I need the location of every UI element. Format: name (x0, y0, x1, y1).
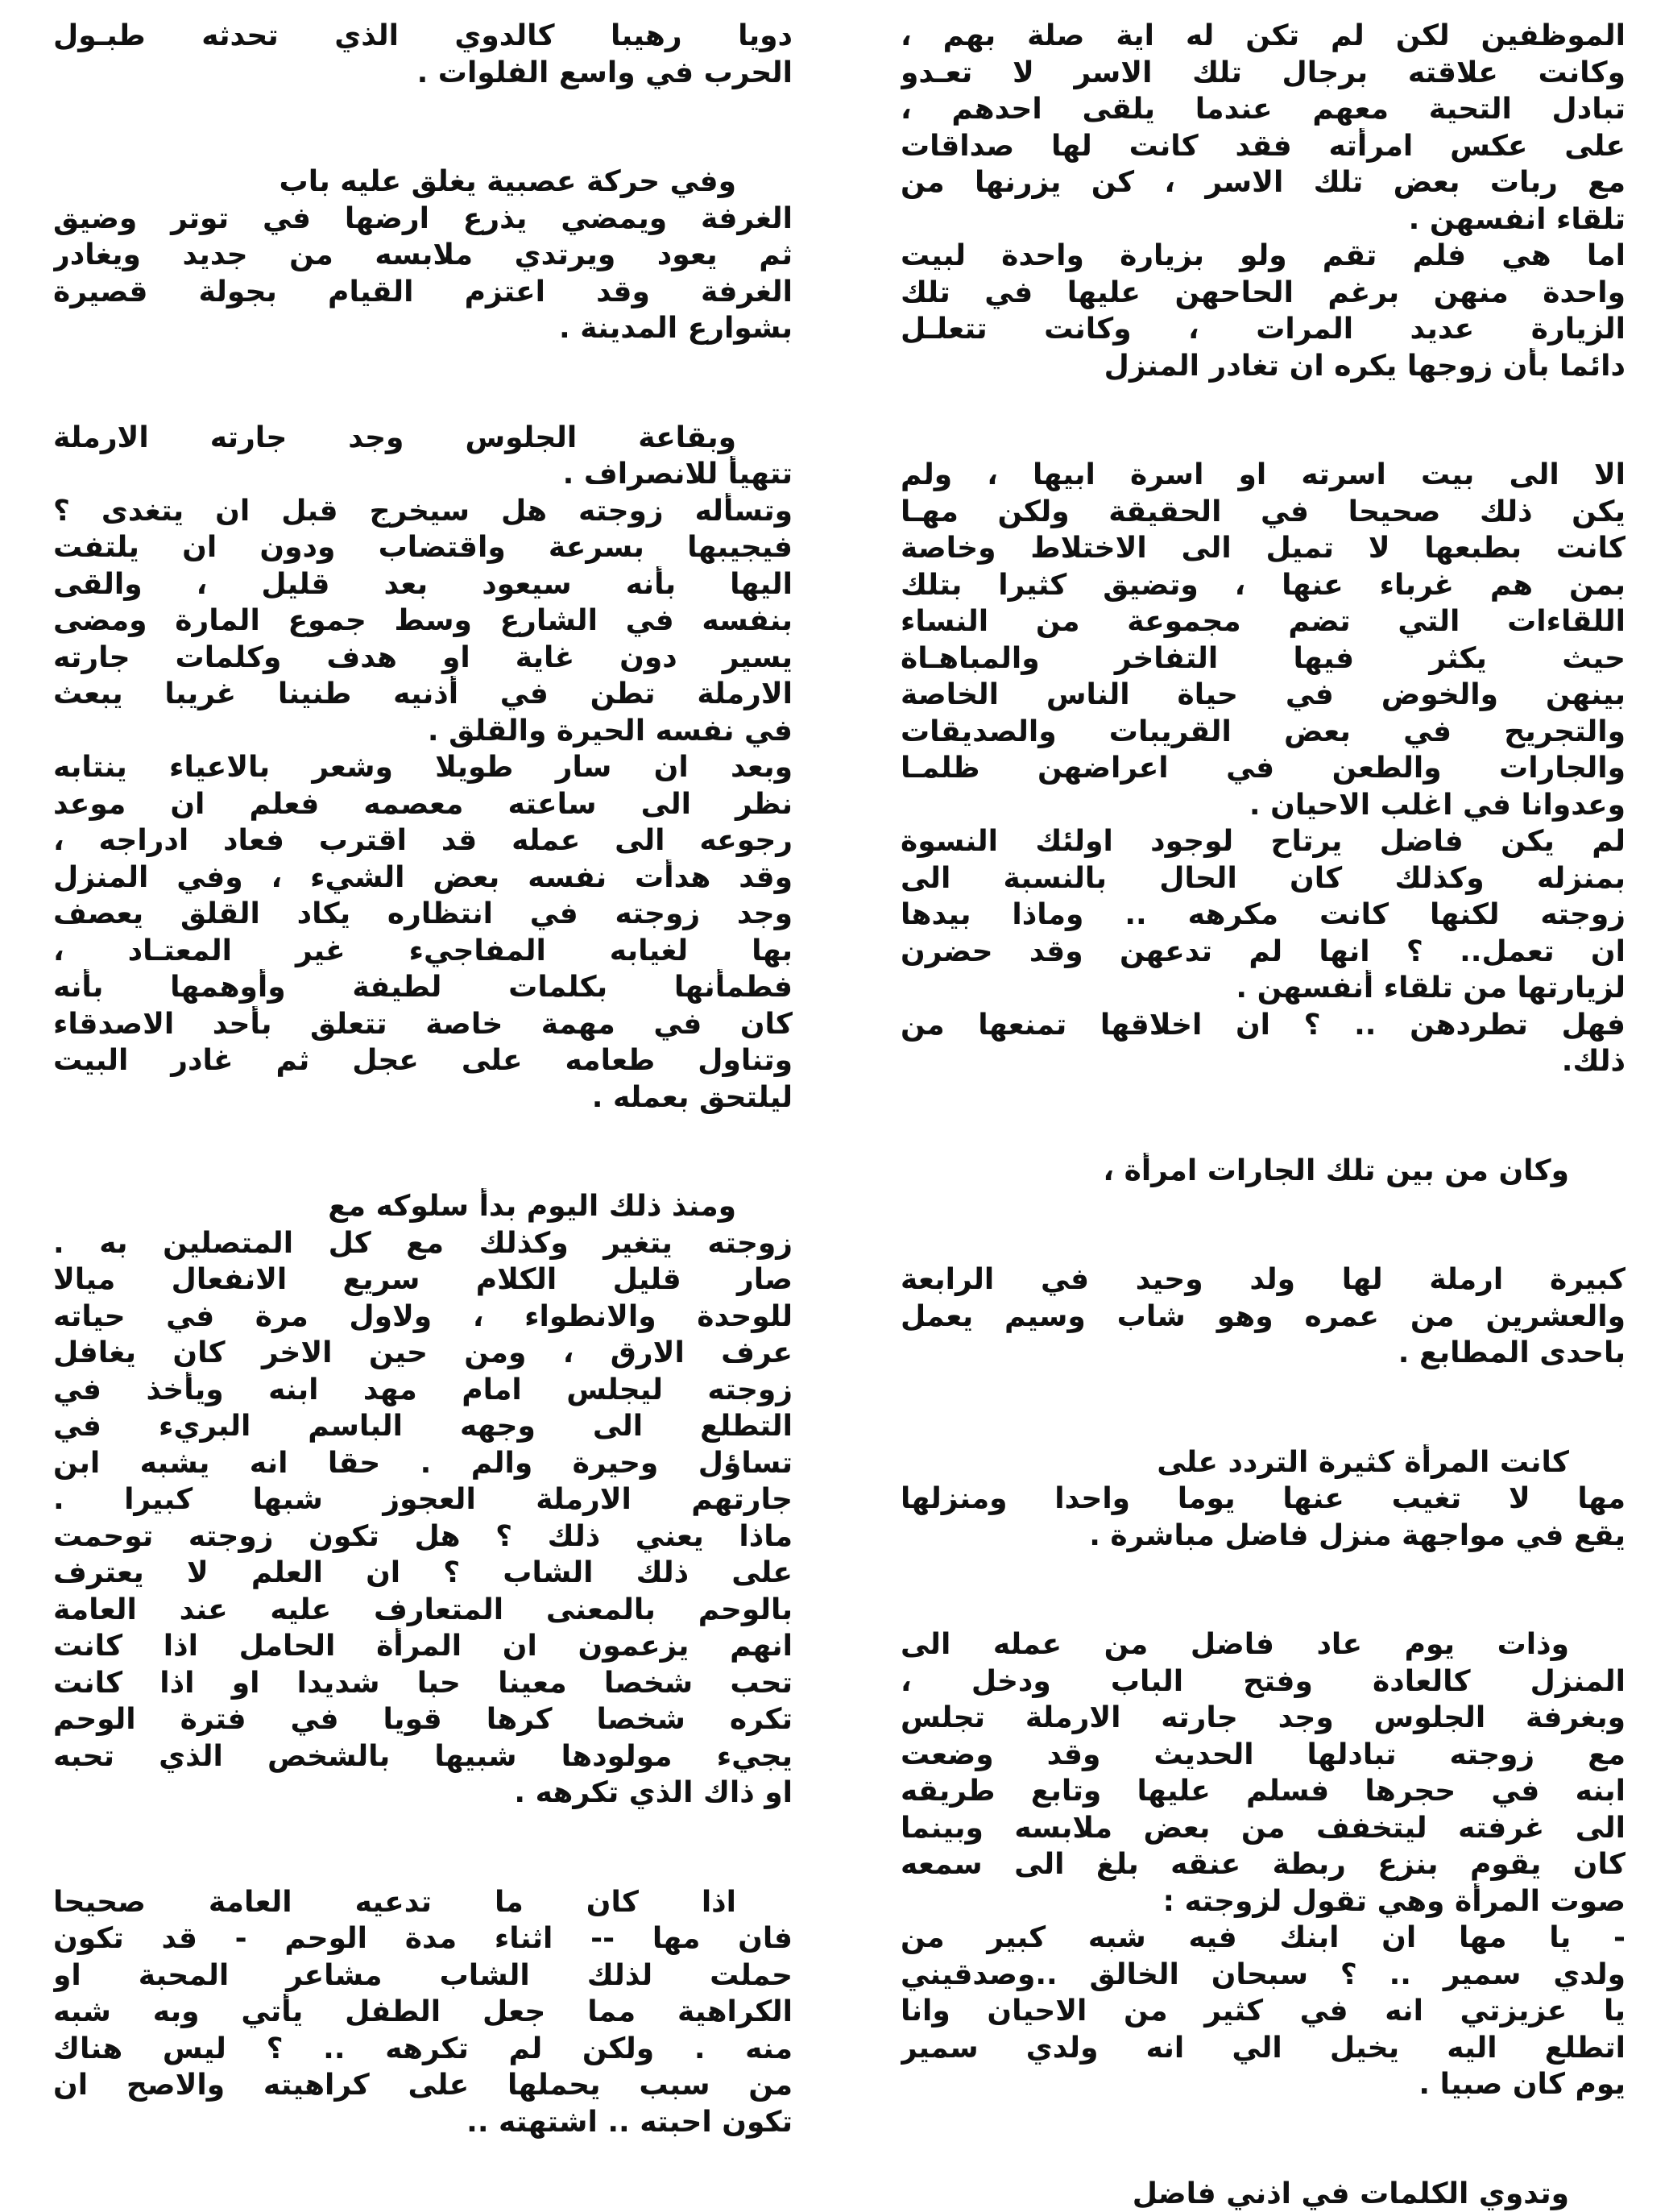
text-line: وعدوانا في اغلب الاحيان . (901, 787, 1626, 824)
text-line: وتدوي الكلمات في اذني فاضل (901, 2176, 1626, 2212)
text-line: زوجته ليجلس امام مهد ابنه ويأخذ في (53, 1372, 793, 1409)
text-line: ان تعمل.. ؟ انها لم تدعهن وقد حضرن (901, 934, 1626, 971)
text-line: وكانت علاقته برجال تلك الاسر لا تعـدو (901, 55, 1626, 92)
paragraph-break (53, 347, 793, 420)
text-line: ليلتحق بعمله . (53, 1079, 793, 1116)
text-line: وبغرفة الجلوس وجد جارته الارملة تجلس (901, 1700, 1626, 1737)
text-line: وفي حركة عصبية يغلق عليه باب (53, 164, 793, 201)
text-line: في نفسه الحيرة والقلق . (53, 713, 793, 750)
text-line: انهم يزعمون ان المرأة الحامل اذا كانت (53, 1628, 793, 1665)
text-line: وذات يوم عاد فاضل من عمله الى (901, 1626, 1626, 1663)
text-line: كانت المرأة كثيرة التردد على (901, 1444, 1626, 1481)
paragraph-break (901, 1080, 1626, 1153)
text-line: فهل تطردهن .. ؟ ان اخلاقها تمنعها من (901, 1007, 1626, 1044)
text-line: تبادل التحية معهم عندما يلقى احدهم ، (901, 91, 1626, 128)
text-line: فان مها -- اثناء مدة الوحم - قد تكون (53, 1920, 793, 1957)
text-line: وجد زوجته في انتظاره يكاد القلق يعصف (53, 896, 793, 933)
text-line: يكن ذلك صحيحا في الحقيقة ولكن مهـا (901, 494, 1626, 531)
text-line: والجارات والطعن في اعراضهن ظلمـا (901, 750, 1626, 787)
text-line: اتطلع اليه يخيل الي انه ولدي سمير (901, 2030, 1626, 2067)
text-line: باحدى المطابع . (901, 1335, 1626, 1372)
text-line: ذلك. (901, 1043, 1626, 1080)
paragraph-break (53, 91, 793, 164)
text-line: ومنذ ذلك اليوم بدأ سلوكه مع (53, 1188, 793, 1225)
text-line: رجوعه الى عمله قد اقترب فعاد ادراجه ، (53, 822, 793, 860)
text-line: اليها بأنه سيعود بعد قليل ، والقى (53, 566, 793, 603)
text-line: فطمأنها بكلمات لطيفة وأوهمها بأنه (53, 969, 793, 1006)
text-line: دائما بأن زوجها يكره ان تغادر المنزل (901, 348, 1626, 385)
text-line: على ذلك الشاب ؟ ان العلم لا يعترف (53, 1555, 793, 1592)
text-line: دويا رهيبا كالدوي الذي تحدثه طبـول (53, 18, 793, 55)
text-line: حيث يكثر فيها التفاخر والمباهـاة (901, 640, 1626, 677)
text-column-right (901, 18, 1626, 2212)
text-line: جارتهم الارملة العجوز شبها كبيرا . (53, 1481, 793, 1518)
text-line: تكره شخصا كرها قويا في فترة الوحم (53, 1701, 793, 1738)
text-line: تتهيأ للانصراف . (53, 456, 793, 493)
text-line: الى غرفته ليتخفف من بعض ملابسه وبينما (901, 1810, 1626, 1847)
text-line: لزيارتها من تلقاء أنفسهن . (901, 970, 1626, 1007)
text-line: كان يقوم بنزع ربطة عنقه بلغ الى سمعه (901, 1846, 1626, 1883)
text-line: بمن هم غرباء عنها ، وتضيق كثيرا بتلك (901, 567, 1626, 604)
text-line: والتجريح في بعض القريبات والصديقات (901, 714, 1626, 751)
text-line: كانت بطبعها لا تميل الى الاختلاط وخاصة (901, 530, 1626, 567)
text-line: واحدة منهن برغم الحاحهن عليها في تلك (901, 275, 1626, 312)
paragraph-break (53, 1116, 793, 1188)
text-line: وبعد ان سار طويلا وشعر بالاعياء ينتابه (53, 749, 793, 786)
text-line: والعشرين من عمره وهو شاب وسيم يعمل (901, 1299, 1626, 1336)
text-line: اما هي فلم تقم ولو بزيارة واحدة لبيت (901, 238, 1626, 275)
text-line: عرف الارق ، ومن حين الاخر كان يغافل (53, 1335, 793, 1372)
text-line: وقد هدأت نفسه بعض الشيء ، وفي المنزل (53, 860, 793, 897)
text-line: ولدي سمير .. ؟ سبحان الخالق ..وصدقيني (901, 1957, 1626, 1994)
text-line: منه . ولكن لم تكرهه .. ؟ ليس هناك (53, 2031, 793, 2068)
text-line: التطلع الى وجهه الباسم البريء في (53, 1408, 793, 1445)
text-line: وتناول طعامه على عجل ثم غادر البيت (53, 1042, 793, 1079)
text-line: يقع في مواجهة منزل فاضل مباشرة . (901, 1518, 1626, 1555)
text-line: مع زوجته تبادلها الحديث وقد وضعت (901, 1737, 1626, 1774)
paragraph-break (53, 1812, 793, 1884)
text-line: من سبب يحملها على كراهيته والاصح ان (53, 2067, 793, 2104)
text-line: مها لا تغيب عنها يوما واحدا ومنزلها (901, 1481, 1626, 1518)
text-line: نظر الى ساعته معصمه فعلم ان موعد (53, 786, 793, 823)
text-line: وكان من بين تلك الجارات امرأة ، (901, 1153, 1626, 1190)
text-line: الكراهية مما جعل الطفل يأتي وبه شبه (53, 1994, 793, 2031)
text-line: بمنزله وكذلك كان الحال بالنسبة الى (901, 860, 1626, 897)
text-line: يجيء مولودها شبيها بالشخص الذي تحبه (53, 1738, 793, 1775)
text-line: كبيرة ارملة لها ولد وحيد في الرابعة (901, 1261, 1626, 1299)
text-line: زوجته لكنها كانت مكرهه .. وماذا بيدها (901, 897, 1626, 934)
text-line: ابنه في حجرها فسلم عليها وتابع طريقه (901, 1773, 1626, 1810)
text-column-left (53, 18, 793, 2140)
text-line: صوت المرأة وهي تقول لزوجته : (901, 1883, 1626, 1920)
text-line: الحرب في واسع الفلوات . (53, 55, 793, 92)
text-line: اللقاءات التي تضم مجموعة من النساء (901, 603, 1626, 640)
text-line: ماذا يعني ذلك ؟ هل تكون زوجته توحمت (53, 1518, 793, 1555)
text-line: ثم يعود ويرتدي ملابسه من جديد ويغادر (53, 237, 793, 274)
text-line: زوجته يتغير وكذلك مع كل المتصلين به . (53, 1225, 793, 1262)
text-line: يا عزيزتي انه في كثير من الاحيان وانا (901, 1993, 1626, 2030)
text-line: فيجيبها بسرعة واقتضاب ودون ان يلتفت (53, 529, 793, 566)
text-line: او ذاك الذي تكرهه . (53, 1775, 793, 1812)
text-line: بها لغيابه المفاجيء غير المعتـاد ، (53, 933, 793, 970)
text-line: الزيارة عديد المرات ، وكانت تتعلـل (901, 311, 1626, 348)
text-line: وبقاعة الجلوس وجد جارته الارملة (53, 420, 793, 457)
text-line: تساؤل وحيرة والم . حقا انه يشبه ابن (53, 1445, 793, 1482)
paragraph-break (901, 384, 1626, 457)
text-line: يوم كان صبيا . (901, 2066, 1626, 2103)
text-line: حملت لذلك الشاب مشاعر المحبة او (53, 1957, 793, 1995)
text-line: بشوارع المدينة . (53, 310, 793, 347)
text-line: لم يكن فاضل يرتاح لوجود اولئك النسوة (901, 823, 1626, 860)
text-line: الغرفة وقد اعتزم القيام بجولة قصيرة (53, 274, 793, 311)
text-line: المنزل كالعادة وفتح الباب ودخل ، (901, 1663, 1626, 1700)
text-line: مع ربات بعض تلك الاسر ، كن يزرنها من (901, 164, 1626, 201)
paragraph-break (901, 1372, 1626, 1444)
text-line: بينهن والخوض في حياة الناس الخاصة (901, 677, 1626, 714)
text-line: الموظفين لكن لم تكن له اية صلة بهم ، (901, 18, 1626, 55)
text-line: يسير دون غاية او هدف وكلمات جارته (53, 640, 793, 677)
text-line: كان في مهمة خاصة تتعلق بأحد الاصدقاء (53, 1006, 793, 1043)
text-line: بالوحم بالمعنى المتعارف عليه عند العامة (53, 1592, 793, 1629)
text-line: اذا كان ما تدعيه العامة صحيحا (53, 1884, 793, 1921)
text-line: صار قليل الكلام سريع الانفعال ميالا (53, 1261, 793, 1299)
text-line: للوحدة والانطواء ، ولاول مرة في حياته (53, 1299, 793, 1336)
text-line: - يا مها ان ابنك فيه شبه كبير من (901, 1920, 1626, 1957)
text-line: الا الى بيت اسرته او اسرة ابيها ، ولم (901, 457, 1626, 494)
text-line: الارملة تطن في أذنيه طنينا غريبا يبعث (53, 676, 793, 713)
text-line: بنفسه في الشارع وسط جموع المارة ومضى (53, 603, 793, 640)
text-line: وتسأله زوجته هل سيخرج قبل ان يتغدى ؟ (53, 493, 793, 530)
text-line: على عكس امرأته فقد كانت لها صداقات (901, 128, 1626, 165)
paragraph-break (901, 1189, 1626, 1261)
text-line: الغرفة ويمضي يذرع ارضها في توتر وضيق (53, 201, 793, 238)
text-line: تلقاء انفسهن . (901, 201, 1626, 238)
text-line: تكون احبته .. اشتهته .. (53, 2104, 793, 2141)
paragraph-break (901, 1554, 1626, 1626)
text-line: تحب شخصا معينا حبا شديدا او اذا كانت (53, 1665, 793, 1702)
paragraph-break (901, 2103, 1626, 2176)
